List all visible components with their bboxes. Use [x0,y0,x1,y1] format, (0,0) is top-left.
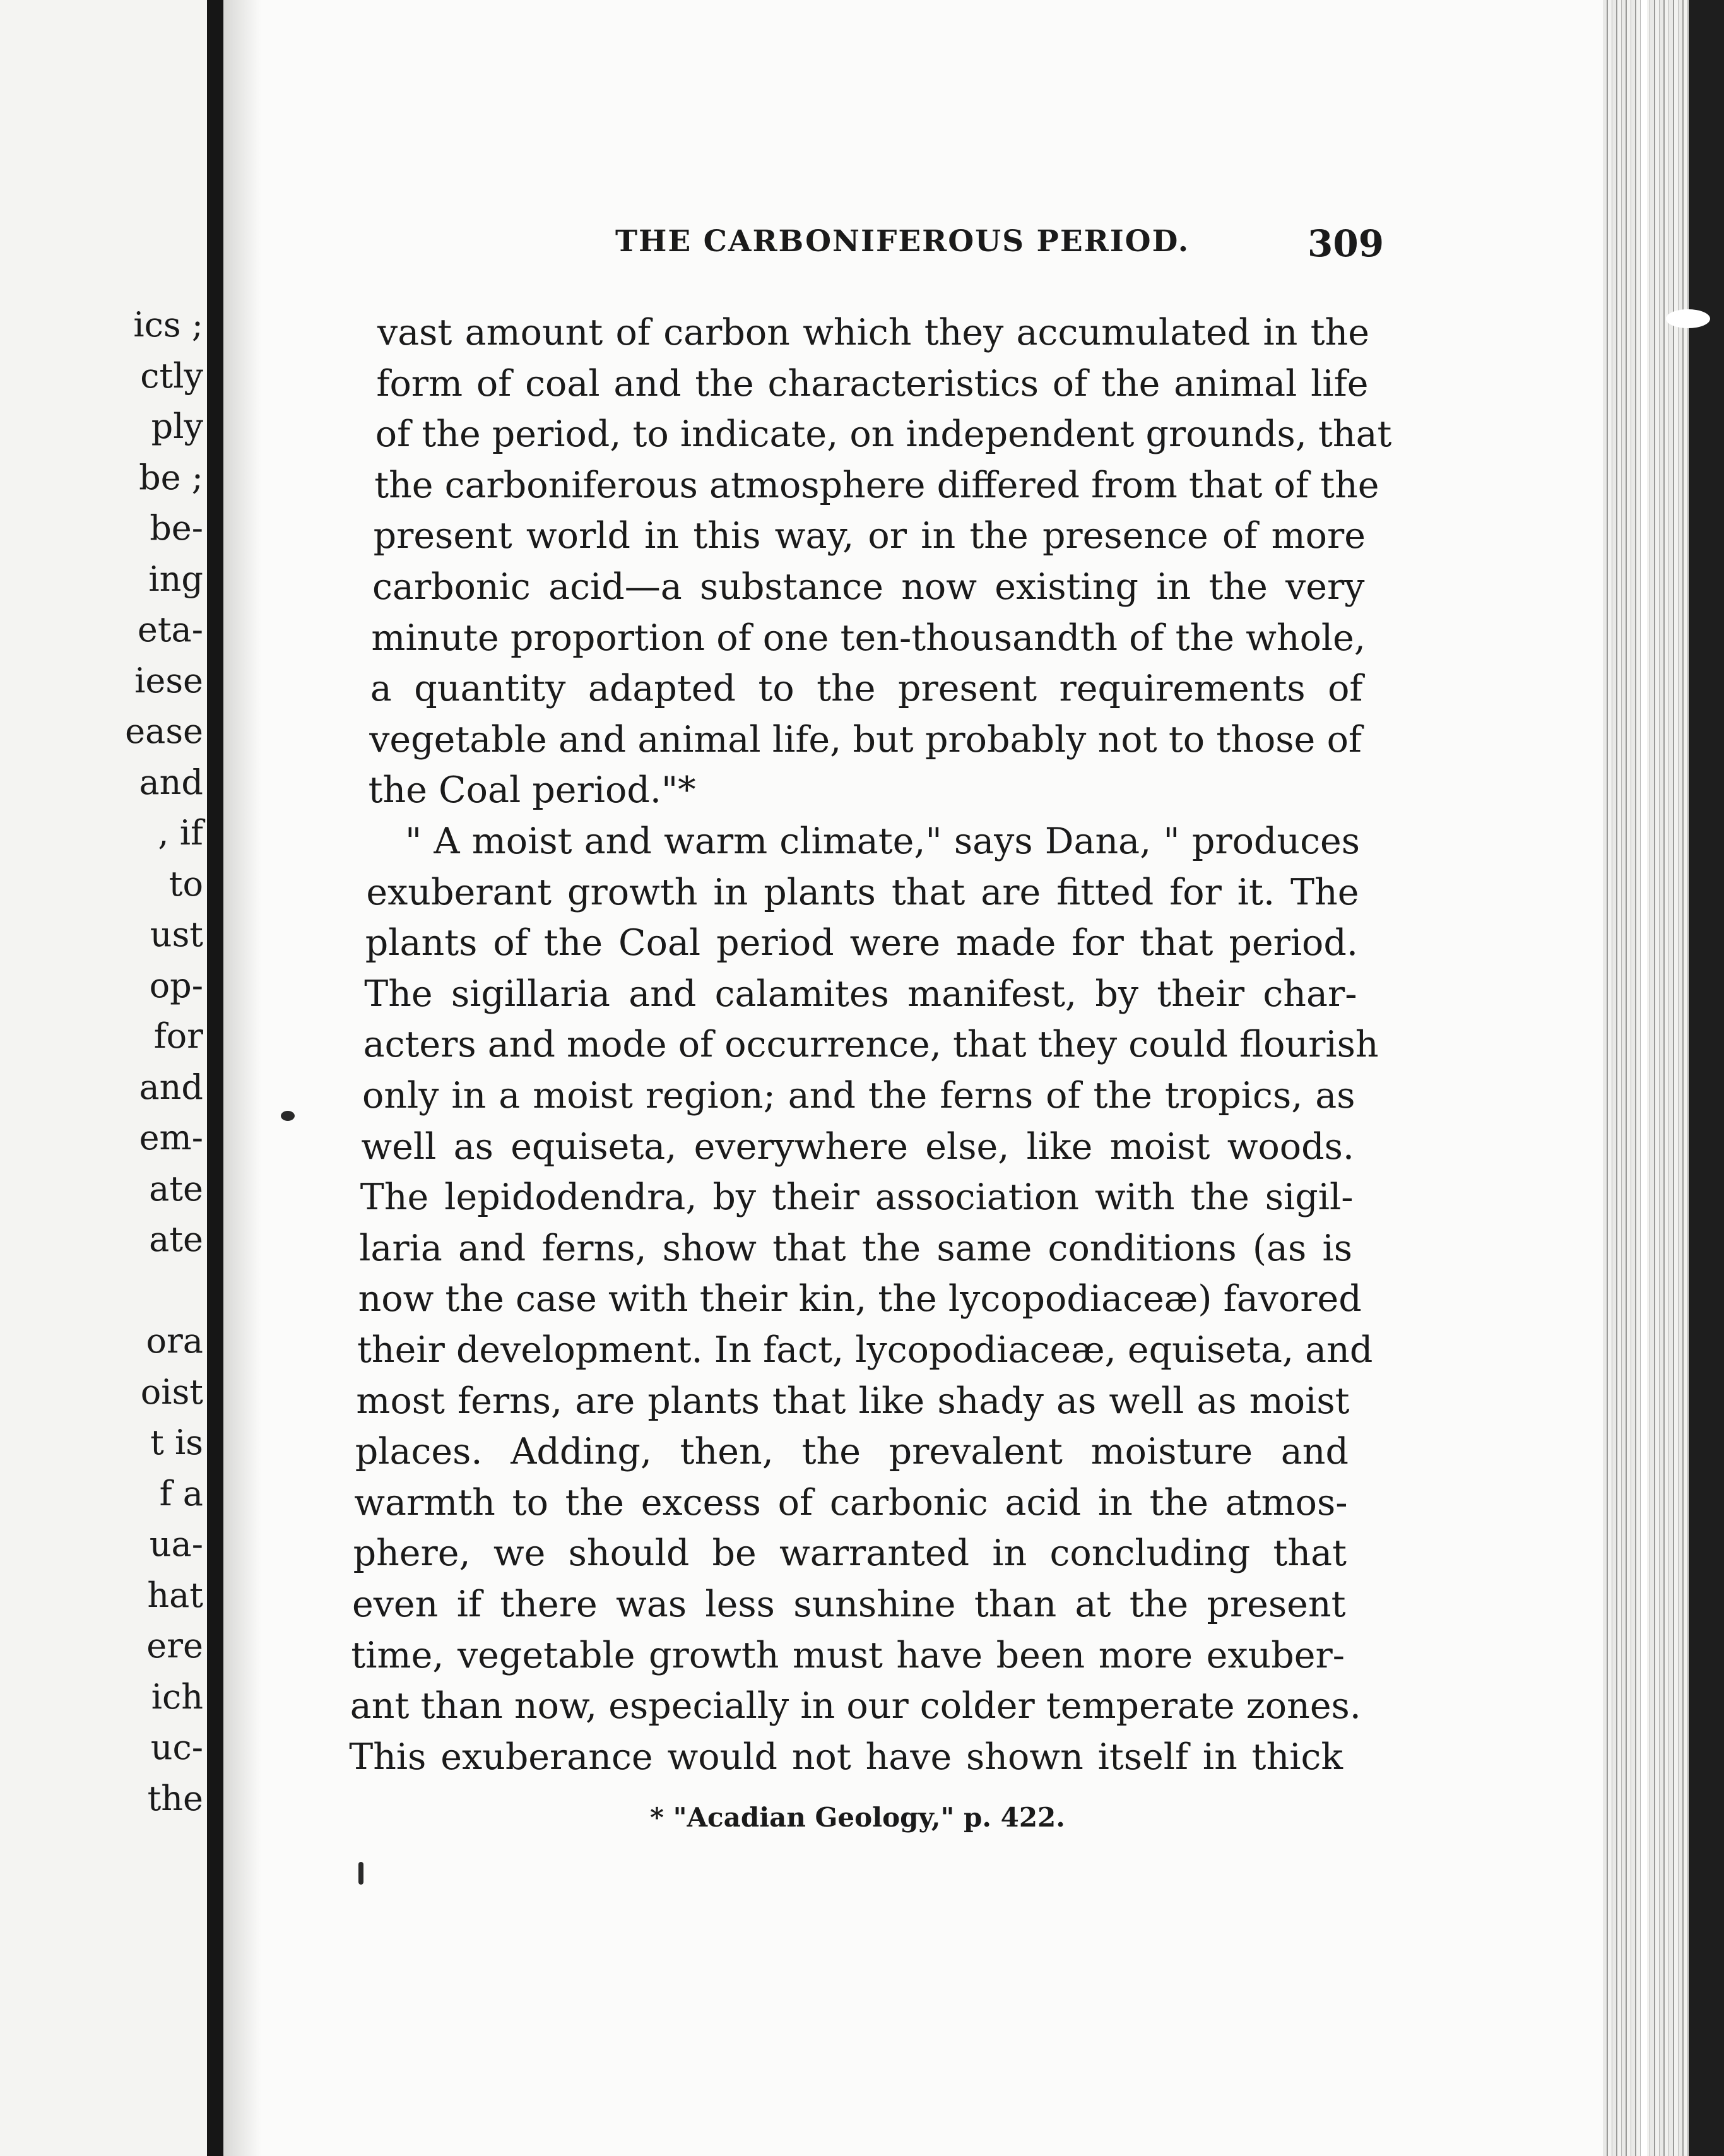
body-line: vast amount of carbon which they accumulated in the [377,312,1369,353]
left-page-line-fragment: ich [151,1676,203,1717]
left-page-line-fragment: the [147,1778,203,1818]
body-line: places. Adding, then, the prevalent moisture and [355,1431,1349,1473]
body-line: warmth to the excess of carbonic acid in the atmos- [354,1481,1348,1524]
body-line: well as equiseta, everywhere else, like moist woods. [361,1125,1354,1168]
body-line: present world in this way, or in the presence of more [373,515,1366,557]
body-line: of the period, to indicate, on independent grounds, that [375,413,1392,456]
left-page-line-fragment: oist [140,1371,203,1412]
body-line: their development. In fact, lycopodiaceæ, equiseta, and [357,1329,1373,1371]
left-page-line-fragment: ply [151,406,203,446]
left-page-line-fragment: em- [139,1118,203,1158]
left-page-line-fragment: and [139,1067,203,1107]
left-page-line-fragment: ate [149,1219,203,1259]
gutter-shadow [223,0,261,2156]
left-page-line-fragment: ora [146,1321,203,1361]
body-line: phere, we should be warranted in concluding that [353,1532,1347,1575]
page-number: 309 [1308,222,1385,265]
left-page-line-fragment: t is [150,1423,203,1462]
dust-speck [1666,309,1710,328]
left-page-line-fragment: uc- [150,1727,203,1767]
body-line: the carboniferous atmosphere differed from that of the [374,464,1379,506]
body-line: laria and ferns, show that the same conditions (as is [359,1227,1352,1269]
left-page-line-fragment: iese [134,660,203,701]
left-page-line-fragment: , if [158,813,203,853]
body-line: ant than now, especially in our colder temperate zones. [350,1685,1361,1727]
body-line: " A moist and warm climate," says Dana, " produces [405,820,1360,862]
body-line: acters and mode of occurrence, that they could flourish [363,1024,1379,1066]
left-page-line-fragment: be- [150,508,203,548]
body-line: even if there was less sunshine than at the present [352,1584,1346,1625]
dust-speck [281,1111,295,1121]
left-page-line-fragment: ust [150,915,203,954]
running-head: THE CARBONIFEROUS PERIOD. [615,224,1190,259]
body-line: The lepidodendra, by their association with the sigil- [360,1176,1354,1219]
body-line: most ferns, are plants that like shady as well as moist [356,1380,1350,1422]
left-page-line-fragment: to [168,863,203,904]
left-page-line-fragment: op- [149,965,203,1005]
left-facing-page [0,0,208,2156]
body-line: exuberant growth in plants that are fitted for it. The [366,871,1359,913]
body-line: the Coal period."* [368,769,696,812]
body-line: time, vegetable growth must have been more exuber- [351,1634,1345,1676]
body-line: carbonic acid—a substance now existing in the very [372,566,1365,608]
body-line: vegetable and animal life, but probably not to those of [369,718,1362,761]
dust-speck [358,1862,363,1885]
left-page-line-fragment: f a [159,1473,203,1513]
body-line: form of coal and the characteristics of the animal life [376,362,1369,405]
left-page-line-fragment: ua- [149,1524,203,1564]
body-line: plants of the Coal period were made for that period. [365,922,1358,964]
left-page-line-fragment: ere [146,1626,203,1666]
left-page-line-fragment: and [139,762,203,802]
left-page-line-fragment: ctly [140,355,203,396]
left-page-line-fragment: ease [125,711,203,751]
left-page-line-fragment: eta- [137,610,203,649]
left-page-line-fragment: ing [148,559,203,599]
body-line: now the case with their kin, the lycopodiaceæ) favored [358,1278,1362,1320]
body-line: minute proportion of one ten-thousandth of the whole, [371,617,1366,659]
page-edge-highlight [1641,0,1647,2156]
body-line: only in a moist region; and the ferns of the tropics, as [362,1075,1355,1116]
body-line: The sigillaria and calamites manifest, by their char- [364,973,1357,1015]
body-line: This exuberance would not have shown itself in thick [349,1736,1343,1778]
body-line: a quantity adapted to the present requirements of [370,668,1363,710]
left-page-line-fragment: for [153,1016,203,1056]
left-page-line-fragment: be ; [139,457,203,497]
book-gutter [207,0,223,2156]
footnote: * "Acadian Geology," p. 422. [650,1802,1065,1833]
left-page-line-fragment: ics ; [133,305,203,345]
left-page-line-fragment: ate [149,1168,203,1209]
left-page-line-fragment: hat [147,1575,203,1615]
